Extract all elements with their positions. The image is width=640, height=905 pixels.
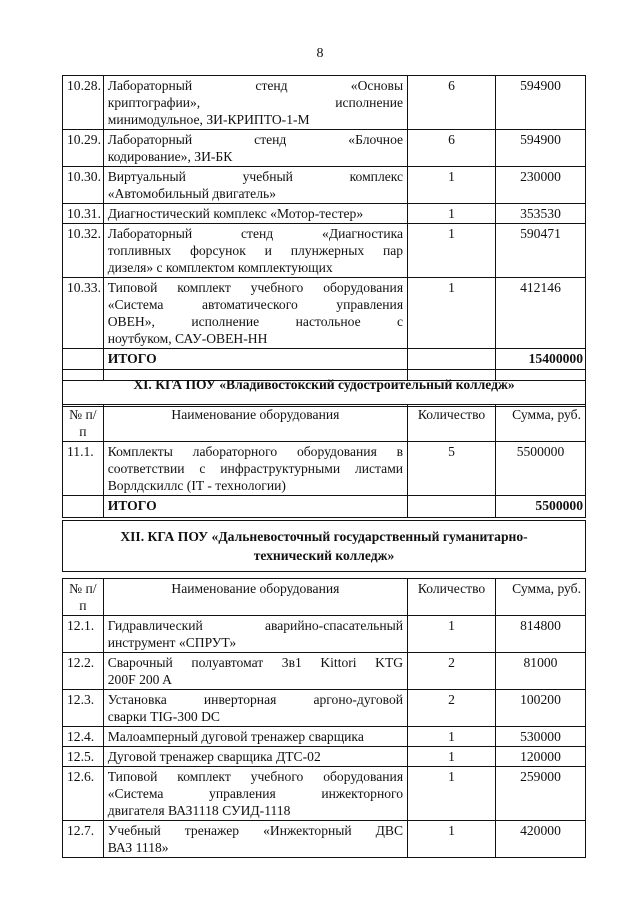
quantity: 5 [408, 442, 496, 496]
quantity: 1 [408, 167, 496, 204]
row-number: 11.1. [63, 442, 104, 496]
quantity: 1 [408, 727, 496, 747]
header-sum: Сумма, руб. [495, 579, 585, 616]
quantity: 1 [408, 821, 496, 858]
table-header-row [63, 405, 586, 442]
equipment-name [103, 767, 407, 821]
equipment-name [103, 224, 407, 278]
sum: 230000 [495, 167, 585, 204]
quantity: 1 [408, 224, 496, 278]
equipment-name-line: топливных форсунок и плунжерных пар [107, 243, 404, 258]
total-empty-cell [408, 496, 496, 518]
page-number: 8 [316, 46, 324, 61]
equipment-name [103, 204, 407, 224]
quantity: 1 [408, 747, 496, 767]
row-number: 10.30. [63, 167, 104, 204]
equipment-name [103, 442, 407, 496]
equipment-name-line: кодирование», ЗИ-БК [107, 149, 233, 164]
equipment-table-section-xi-body [62, 404, 586, 518]
equipment-name-line: Типовой комплект учебного оборудования [107, 769, 404, 784]
equipment-name-line: Дуговой тренажер сварщика ДТС-02 [107, 749, 321, 764]
sum: 530000 [495, 727, 585, 747]
table-row [63, 224, 586, 278]
equipment-name-line: Комплекты лабораторного оборудования в [107, 444, 404, 459]
quantity: 1 [408, 616, 496, 653]
sum: 420000 [495, 821, 585, 858]
equipment-name-line: дизеля» с комплектом комплектующих [107, 260, 333, 275]
equipment-name-line: инструмент «СПРУТ» [107, 635, 237, 650]
total-label: ИТОГО [103, 496, 407, 518]
equipment-name-line: соответствии с инфраструктурными листами [107, 461, 404, 476]
quantity: 1 [408, 204, 496, 224]
row-number: 12.6. [63, 767, 104, 821]
sum: 814800 [495, 616, 585, 653]
equipment-name-line: Учебный тренажер «Инжекторный ДВС [107, 823, 404, 838]
equipment-name-line: Малоамперный дуговой тренажер сварщика [107, 729, 364, 744]
row-number: 10.31. [63, 204, 104, 224]
row-number: 12.2. [63, 653, 104, 690]
row-number: 10.28. [63, 76, 104, 130]
equipment-name-line: Лабораторный стенд «Блочное [107, 132, 404, 147]
equipment-name-line: сварки TIG-300 DC [107, 709, 220, 724]
header-name: Наименование оборудования [103, 405, 407, 442]
table-row [63, 130, 586, 167]
equipment-name-line: Виртуальный учебный комплекс [107, 169, 404, 184]
equipment-name [103, 130, 407, 167]
equipment-name [103, 167, 407, 204]
equipment-table-section-xii [62, 520, 586, 572]
table-row [63, 278, 586, 349]
header-name: Наименование оборудования [103, 579, 407, 616]
sum: 594900 [495, 76, 585, 130]
equipment-name [103, 727, 407, 747]
equipment-name [103, 76, 407, 130]
sum: 259000 [495, 767, 585, 821]
equipment-name-line: минимодульное, ЗИ-КРИПТО-1-М [107, 112, 310, 127]
table-row [63, 690, 586, 727]
sum: 81000 [495, 653, 585, 690]
total-sum: 5500000 [495, 496, 585, 518]
sum: 590471 [495, 224, 585, 278]
quantity: 1 [408, 278, 496, 349]
equipment-name-line: ноутбуком, САУ-ОВЕН-НН [107, 331, 268, 346]
sum: 594900 [495, 130, 585, 167]
equipment-name-line: «Система автоматического управления [107, 297, 404, 312]
equipment-table-section-xi [62, 369, 586, 407]
table-row [63, 727, 586, 747]
equipment-name [103, 616, 407, 653]
equipment-name [103, 653, 407, 690]
equipment-name-line: ВАЗ 1118» [107, 840, 169, 855]
table-row [63, 653, 586, 690]
equipment-name [103, 278, 407, 349]
row-number: 12.7. [63, 821, 104, 858]
total-empty-cell [63, 496, 104, 518]
equipment-table-section-xii-body [62, 578, 586, 858]
row-number: 12.4. [63, 727, 104, 747]
equipment-name-line: Лабораторный стенд «Диагностика [107, 226, 404, 241]
row-number: 12.3. [63, 690, 104, 727]
row-number: 12.5. [63, 747, 104, 767]
total-label: ИТОГО [103, 349, 407, 381]
table-row [63, 167, 586, 204]
sum: 412146 [495, 278, 585, 349]
header-number: № п/п [63, 405, 104, 442]
equipment-name [103, 821, 407, 858]
header-sum: Сумма, руб. [495, 405, 585, 442]
equipment-name-line: ОВЕН», исполнение настольное с [107, 314, 404, 329]
table-row [63, 821, 586, 858]
sum: 120000 [495, 747, 585, 767]
equipment-name-line: криптографии», исполнение [107, 95, 404, 110]
table-row [63, 747, 586, 767]
row-number: 10.32. [63, 224, 104, 278]
row-number: 12.1. [63, 616, 104, 653]
equipment-name-line: Гидравлический аварийно-спасательный [107, 618, 404, 633]
equipment-table-section-x [62, 75, 586, 381]
row-number: 10.29. [63, 130, 104, 167]
table-row [63, 442, 586, 496]
table-row [63, 767, 586, 821]
equipment-name-line: Установка инверторная аргоно-дуговой [107, 692, 404, 707]
quantity: 2 [408, 690, 496, 727]
equipment-name-line: Сварочный полуавтомат 3в1 Kittori KTG [107, 655, 404, 670]
section-xi-title: XI. КГА ПОУ «Владивостокский судостроительный колледж» [63, 370, 586, 407]
sum: 100200 [495, 690, 585, 727]
section-xii-title: XII. КГА ПОУ «Дальневосточный государственный гуманитарно-технический колледж» [63, 521, 586, 572]
sum: 353530 [495, 204, 585, 224]
equipment-name-line: «Автомобильный двигатель» [107, 186, 276, 201]
equipment-name-line: Лабораторный стенд «Основы [107, 78, 404, 93]
total-row [63, 496, 586, 518]
equipment-name [103, 690, 407, 727]
table-row [63, 616, 586, 653]
row-number: 10.33. [63, 278, 104, 349]
header-quantity: Количество [408, 405, 496, 442]
table-row [63, 204, 586, 224]
total-sum: 15400000 [495, 349, 585, 381]
quantity: 2 [408, 653, 496, 690]
equipment-name-line: 200F 200 A [107, 672, 172, 687]
table-row [63, 76, 586, 130]
equipment-name-line: двигателя ВАЗ1118 СУИД-1118 [107, 803, 291, 818]
sum: 5500000 [495, 442, 585, 496]
quantity: 6 [408, 76, 496, 130]
equipment-name-line: Диагностический комплекс «Мотор-тестер» [107, 206, 364, 221]
header-number: № п/п [63, 579, 104, 616]
equipment-name-line: «Система управления инжекторного [107, 786, 404, 801]
table-header-row [63, 579, 586, 616]
equipment-name-line: Ворлдскиллс (IT - технологии) [107, 478, 286, 493]
quantity: 1 [408, 767, 496, 821]
quantity: 6 [408, 130, 496, 167]
equipment-name-line: Типовой комплект учебного оборудования [107, 280, 404, 295]
header-quantity: Количество [408, 579, 496, 616]
equipment-name [103, 747, 407, 767]
